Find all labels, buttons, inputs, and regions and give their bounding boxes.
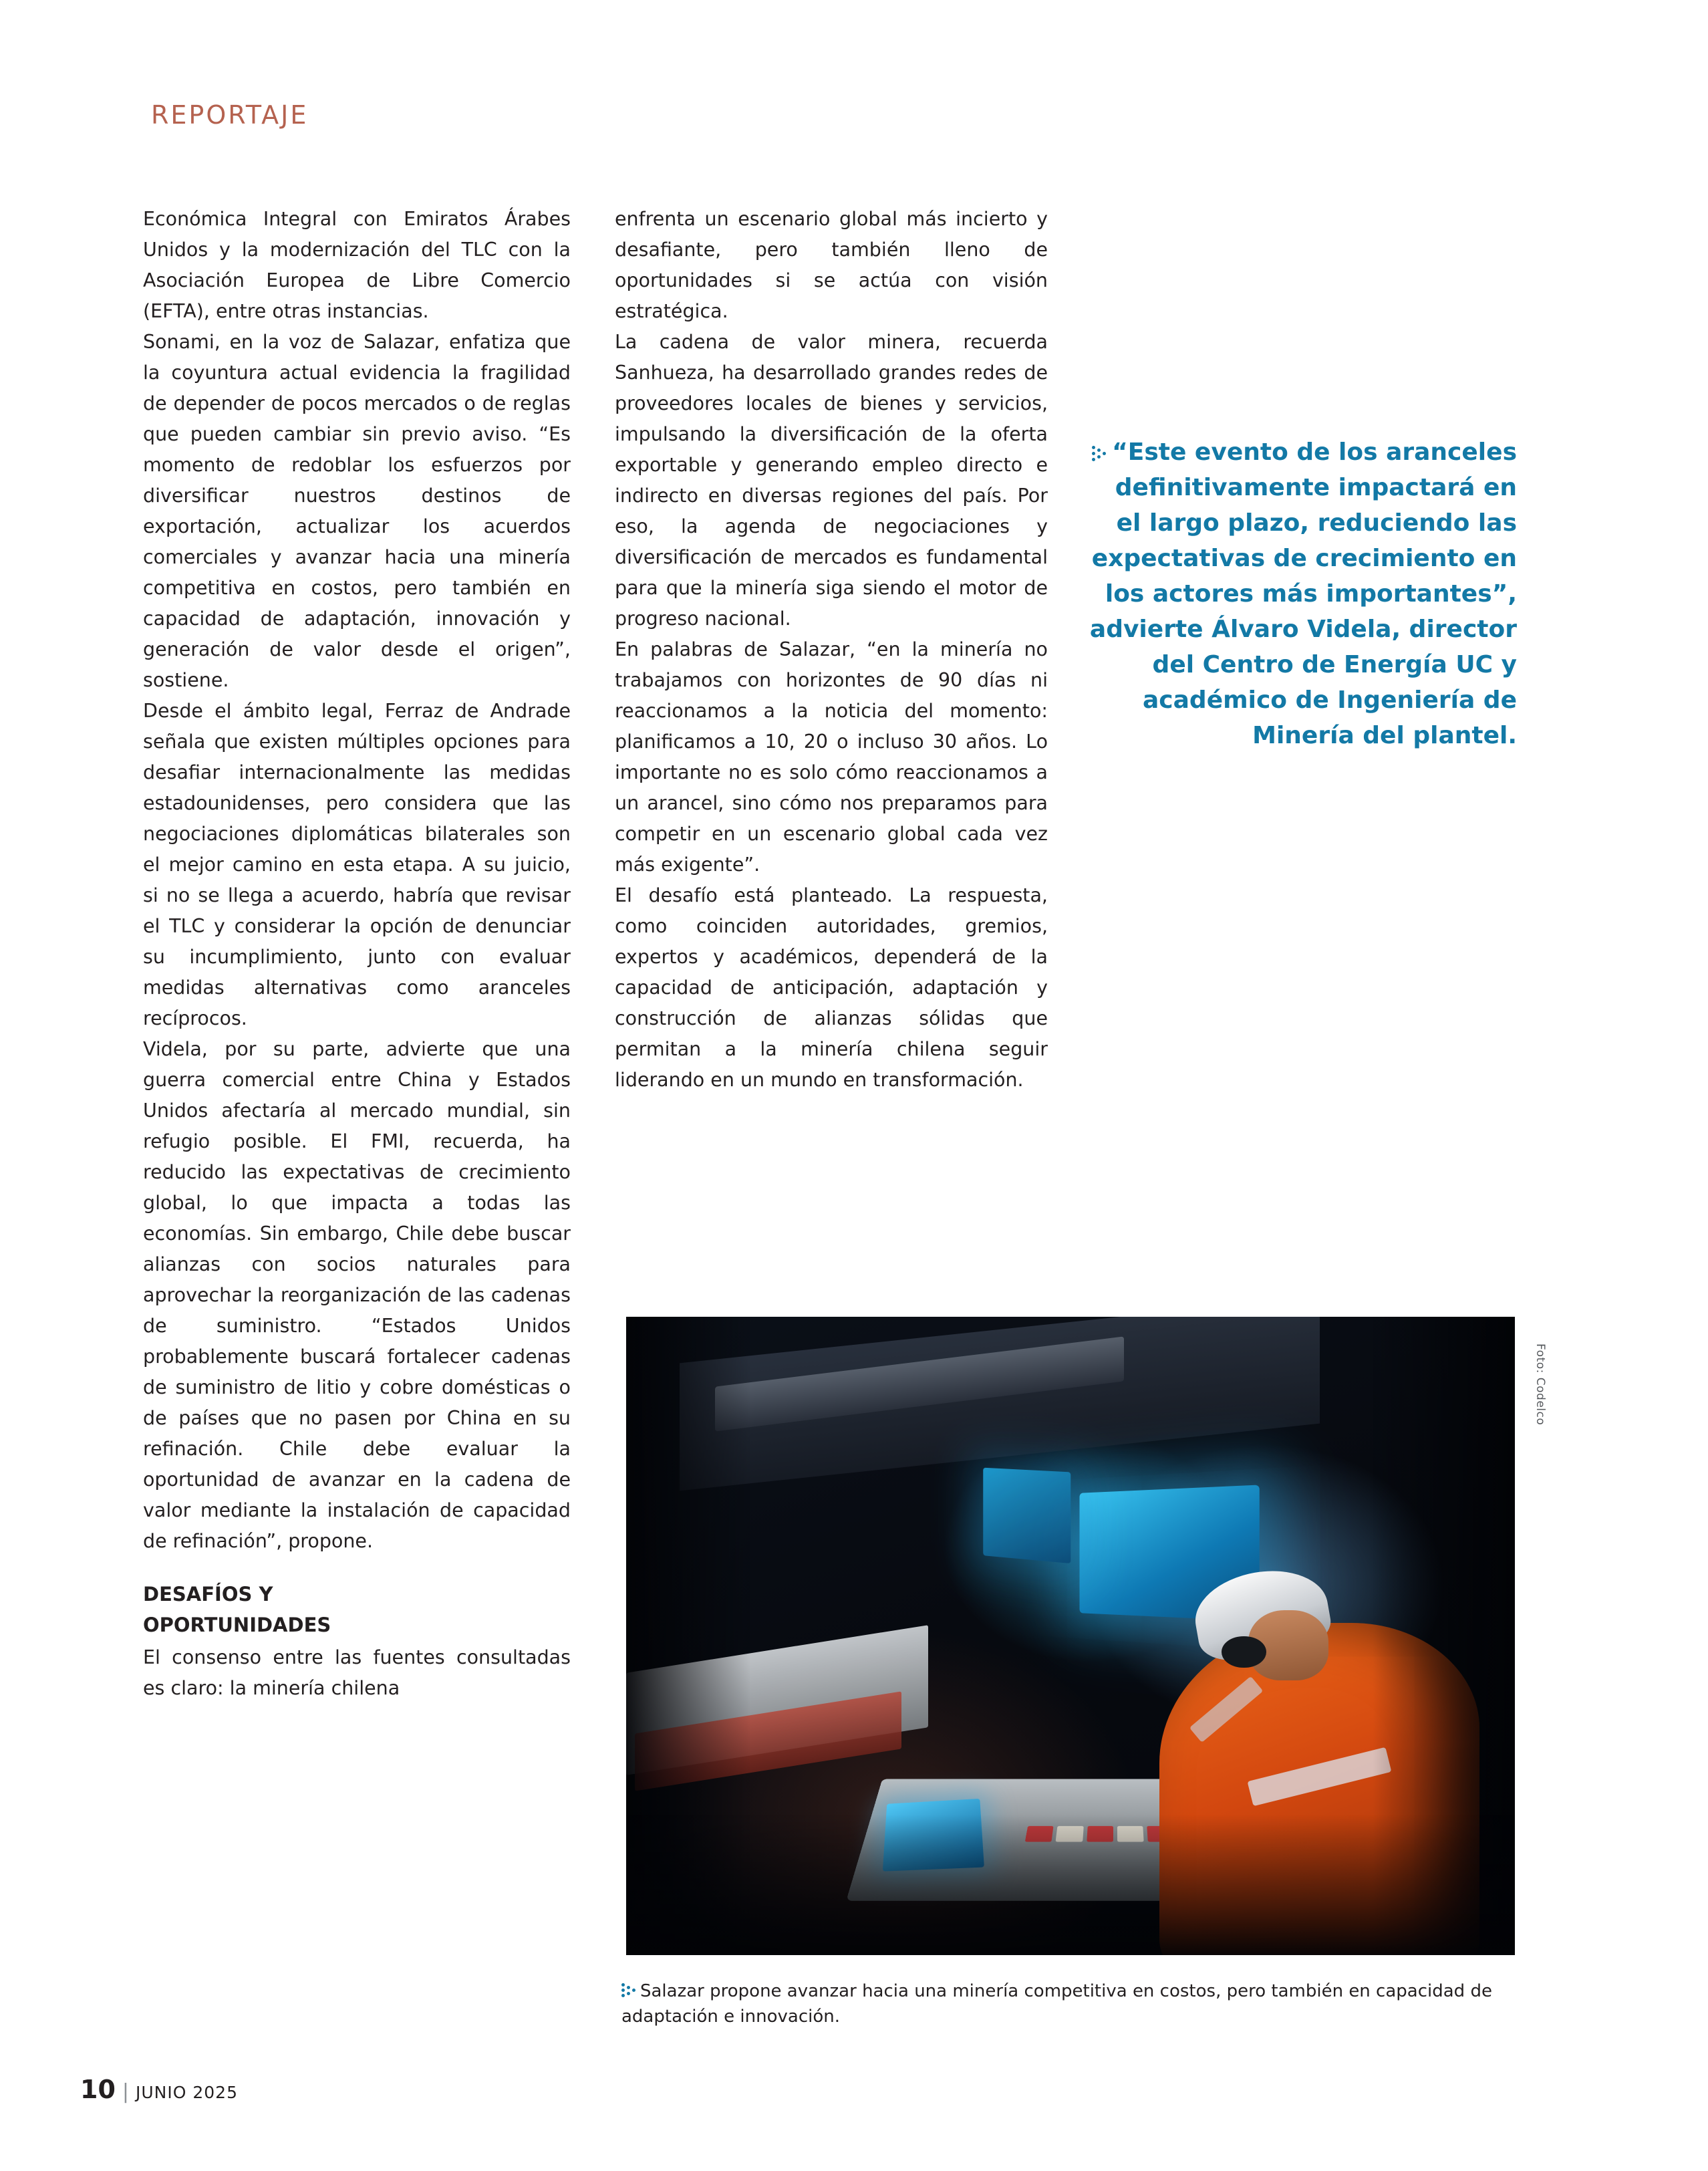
mining-cabin-photo xyxy=(626,1317,1515,1955)
subheading-line-1: DESAFÍOS Y xyxy=(143,1583,273,1606)
paragraph: El desafío está planteado. La respuesta, como coinciden autoridades, gremios, expertos y académicos, dependerá de la capacidad de anticipación, adaptación y construcción de alianzas sólidas que permitan a la minería chilena seguir liderando en un mundo en transformación. xyxy=(615,884,1048,1091)
paragraph: Desde el ámbito legal, Ferraz de Andrade señala que existen múltiples opciones para desafiar internacionalmente las medidas estadounidenses, pero considera que las negociaciones diplomáticas bilaterales son el mejor camino en esta etapa. A su juicio, si no se llega a acuerdo, habría que revisar el TLC y considerar la opción de denunciar su incumplimiento, junto con evaluar medidas alternativas como aranceles recíprocos. xyxy=(143,700,571,1029)
paragraph: enfrenta un escenario global más incierto y desafiante, pero también lleno de oportunidades si se actúa con visión estratégica. xyxy=(615,208,1048,322)
page-number: 10 xyxy=(80,2075,116,2104)
photo-credit: Foto: Codelco xyxy=(1534,1344,1547,1426)
paragraph: Económica Integral con Emiratos Árabes Unidos y la modernización del TLC con la Asociación Europea de Libre Comercio (EFTA), entre otras instancias. xyxy=(143,208,571,322)
section-label: REPORTAJE xyxy=(151,100,309,130)
photo-figure xyxy=(626,1317,1515,1955)
quote-dots-icon xyxy=(1092,444,1105,462)
paragraph: Sonami, en la voz de Salazar, enfatiza que la coyuntura actual evidencia la fragilidad de depender de pocos mercados o de reglas que pueden cambiar sin previo aviso. “Es momento de redoblar los esfuerzos por diversificar nuestros destinos de exportación, actualizar los acuerdos comerciales y avanzar hacia una minería competitiva en costos, pero también en capacidad de adaptación, innovación y generación de valor desde el origen”, sostiene. xyxy=(143,331,571,691)
body-column-left xyxy=(143,204,571,1704)
caption-dots-icon xyxy=(621,1982,635,1998)
photo-shape-headset xyxy=(1222,1636,1266,1668)
paragraph: El consenso entre las fuentes consultadas es claro: la minería chilena xyxy=(143,1646,571,1699)
photo-caption-text: Salazar propone avanzar hacia una minería competitiva en costos, pero también en capacidad de adaptación e innovación. xyxy=(621,1981,1492,2027)
subheading-line-2: OPORTUNIDADES xyxy=(143,1614,331,1636)
photo-caption xyxy=(621,1978,1524,2029)
body-column-right xyxy=(615,204,1048,1096)
photo-shape-secondary-screen xyxy=(983,1468,1071,1563)
pull-quote xyxy=(1089,434,1517,753)
paragraph: Videla, por su parte, advierte que una guerra comercial entre China y Estados Unidos afectaría al mercado mundial, sin refugio posible. El FMI, recuerda, ha reducido las expectativas de crecimiento global, lo que impacta a todas las economías. Sin embargo, Chile debe buscar alianzas con socios naturales para aprovechar la reorganización de las cadenas de suministro. “Estados Unidos probablemente buscará fortalecer cadenas de suministro de litio y cobre domésticas o de países que no pasen por China en su refinación. Chile debe evaluar la oportunidad de avanzar en la cadena de valor mediante la instalación de capacidad de refinación”, propone. xyxy=(143,1038,571,1552)
pull-quote-text: “Este evento de los aranceles definitivamente impactará en el largo plazo, reduciendo las expectativas de crecimiento en los actores más importantes”, advierte Álvaro Videla, director del Centro de Energía UC y académico de Ingeniería de Minería del plantel. xyxy=(1089,438,1517,749)
paragraph: La cadena de valor minera, recuerda Sanhueza, ha desarrollado grandes redes de proveedores locales de bienes y servicios, impulsando la diversificación de la oferta exportable y generando empleo directo e indirecto en diversas regiones del país. Por eso, la agenda de negociaciones y diversificación de mercados es fundamental para que la minería siga siendo el motor de progreso nacional. xyxy=(615,331,1048,630)
issue-date: JUNIO 2025 xyxy=(136,2083,238,2102)
footer-separator: | xyxy=(122,2080,129,2103)
page-footer xyxy=(80,2075,238,2104)
paragraph: En palabras de Salazar, “en la minería no trabajamos con horizontes de 90 días ni reaccionamos a la noticia del momento: planificamos a 10, 20 o incluso 30 años. Lo importante no es solo cómo reaccionamos a un arancel, sino cómo nos preparamos para competir en un escenario global cada vez más exigente”. xyxy=(615,638,1048,876)
photo-vignette-bottom xyxy=(626,1815,1515,1955)
